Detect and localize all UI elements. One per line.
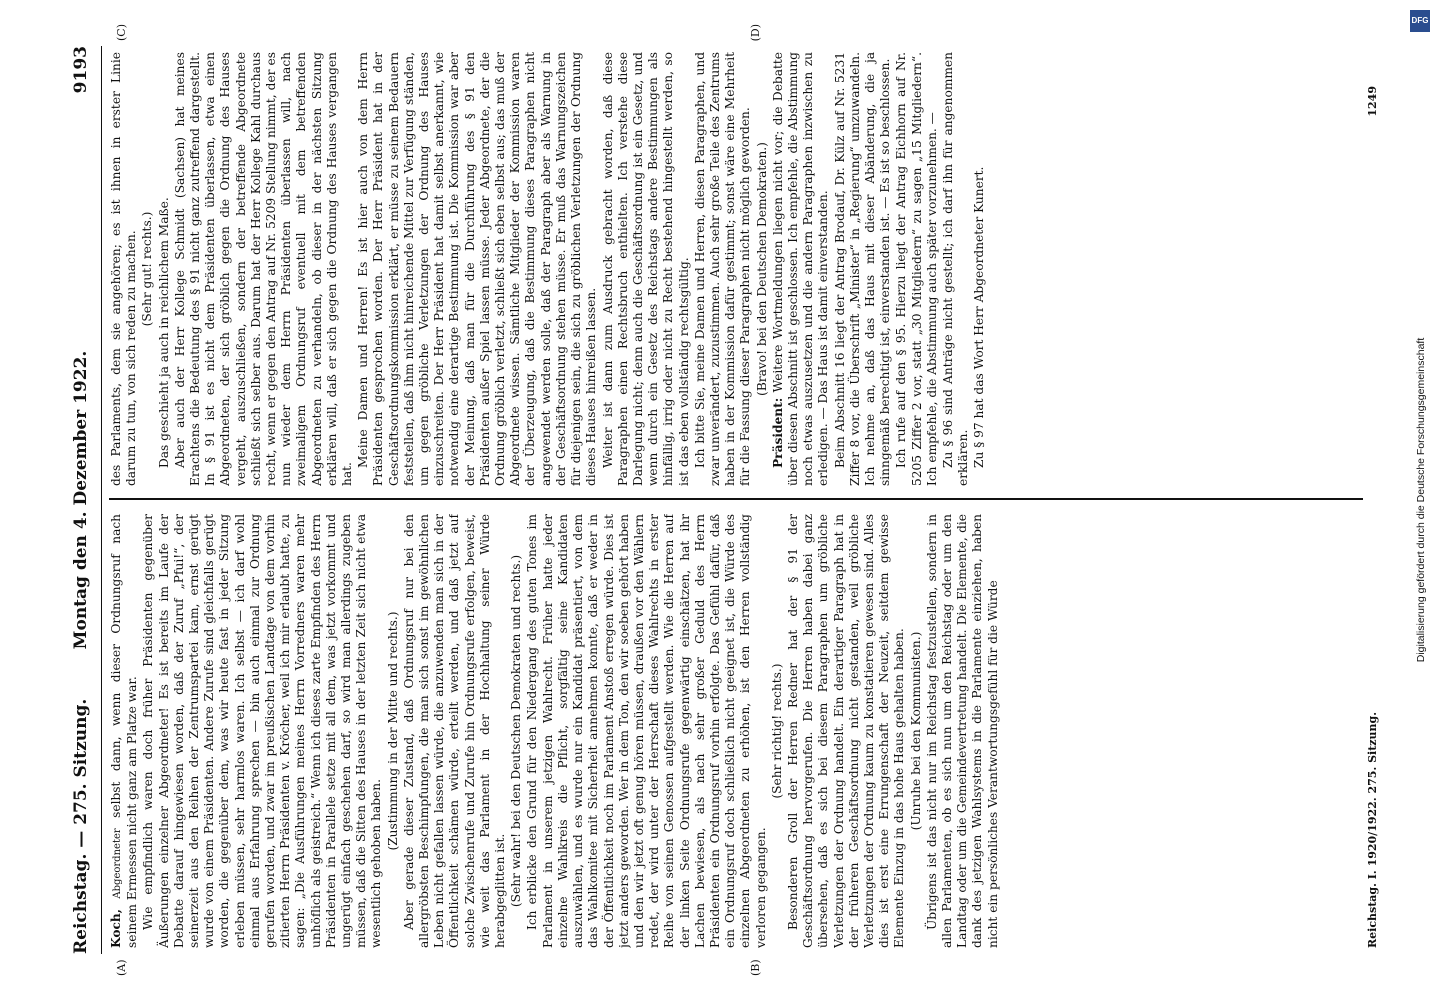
footer-left: Reichstag. I. 1920/1922. 275. Sitzung. [1366, 711, 1379, 948]
left-para-2: Aber gerade dieser Zustand, daß Ordnungsruf nur bei den allergröbsten Beschimpfungen, die man sich sonst im gewöhnlichen Leben nicht gefallen lassen würde, die anzuwenden man sich in der Öffentlichkeit schämen würde, erteilt werden, und daß jetzt auf solche Zwischenrufe und Zurufe hin Ordnungsrufe erfolgen, beweist, wie weit das Parlament in der Hochhaltung seiner Würde herabgeglitten ist. [401, 514, 508, 948]
right-interjection-1: (Sehr gut! rechts.) [140, 211, 155, 327]
header-left: Reichstag. — 275. Sitzung. [71, 698, 91, 954]
right-para-5: Ich bitte Sie, meine Damen und Herren, diesen Paragraphen, und zwar unverändert, zuzustimmen. Auch sehr große Teile des Zentrums haben in der Kommission dafür gestimmt; sonst wäre eine Mehrheit für die Fassung dieser Paragraphen nicht möglich geworden. [692, 52, 753, 486]
left-para-0-text: selbst dann, wenn dieser Ordnungsruf nach seinem Ermessen nicht ganz am Platze war. [109, 514, 140, 948]
margin-mark-c: (C) [115, 24, 128, 41]
header-date: Montag den 4. Dezember 1922. [71, 350, 91, 650]
left-interjection-1: (Zustimmung in der Mitte und rechts.) [385, 611, 400, 851]
left-para-0 [109, 514, 140, 948]
left-interjection-3: (Sehr richtig! rechts.) [769, 663, 784, 799]
right-para-7: Beim Abschnitt 16 liegt der Antrag Brodauf, Dr. Külz auf Nr. 5231 Ziffer 8 vor, die Überschrift „Minister“ in „Regierung“ umzuwandeln. Ich nehme an, daß das Haus mit dieser Abänderung, die ja sinngemäß berechtigt ist, einverstanden ist. — Es ist so beschlossen. [832, 52, 893, 486]
text-columns [109, 24, 1379, 976]
left-column [109, 514, 1363, 948]
right-para-2: Aber auch der Herr Kollege Schmidt (Sachsen) hat meines Erachtens die Bedeutung des § 91 nicht ganz zutreffend dargestellt. In § 91 ist es nicht dem Präsidenten überlassen, etwa einen Abgeordneten, der sich gröblich gegen die Ordnung des Hauses vergeht, auszuschließen, sondern der betreffende Abgeordnete schließt sich selber aus. Darum hat der Herr Kollege Kahl durchaus recht, wenn er gegen den Antrag auf Nr. 5209 Stellung nimmt, der es nun wieder dem Herrn Präsidenten überlassen will, nach zweimaligem Ordnungsruf eventuell mit dem betreffenden Abgeordneten zu verhandeln, ob dieser in der nächsten Sitzung erklären will, daß er sich gegen die Ordnung des Hauses vergangen hat. [172, 52, 355, 486]
right-para-9: Zu § 96 sind Anträge nicht gestellt; ich darf ihn für angenommen erklären. [940, 52, 971, 486]
page-header [65, 46, 102, 954]
rotated-newspaper-page [47, 20, 1387, 980]
margin-mark-b: (B) [749, 959, 762, 976]
right-interjection-2: (Bravo! bei den Deutschen Demokraten.) [754, 142, 769, 396]
right-para-8: Ich rufe auf den § 95. Hierzu liegt der Antrag Eichhorn auf Nr. 5205 Ziffer 2 vor, statt „30 Mitgliedern“ zu sagen „15 Mitgliedern“. Ich empfehle, die Abstimmung auch später vorzunehmen. — [894, 52, 939, 486]
left-interjection-4: (Unruhe bei den Kommunisten.) [908, 631, 923, 831]
right-para-6-text: Weitere Wortmeldungen liegen nicht vor; die Debatte über diesen Abschnitt ist geschlossen. Ich empfehle, die Abstimmung noch etwas auszusetzen und die andern Paragraphen inzwischen zu erledigen. — Das Haus ist damit einverstanden. [770, 52, 831, 486]
right-para-0: des Parlaments, dem sie angehören; es ist ihnen in erster Linie darum zu tun, von sich reden zu machen. [109, 52, 139, 486]
page-number: 9193 [71, 46, 91, 94]
right-column [109, 52, 1363, 486]
margin-mark-a: (A) [115, 959, 128, 976]
president-label: Präsident: [770, 397, 785, 468]
right-para-4: Weiter ist dann zum Ausdruck gebracht worden, daß diese Paragraphen einen Rechtsbruch enthielten. Ich verstehe diese Darlegung nicht; denn auch die Geschäftsordnung ist ein Gesetz, und wenn durch ein Gesetz des Reichstags andere Bestimmungen als hinfällig, irrig oder nicht zu Recht bestehend hingestellt werden, so ist das eben vollständig rechtsgültig. [600, 52, 691, 486]
right-para-6 [771, 52, 832, 486]
footer-sheet-number: 1249 [1366, 86, 1379, 117]
left-para-1: Wie empfindlich waren doch früher Präsidenten gegenüber Äußerungen einzelner Abgeordneter! Es ist bereits im Laufe der Debatte darauf hingewiesen worden, daß der Zuruf „Pfui!“, der seinerzeit aus den Reihen der Zentrumspartei kam, ernst gerügt wurde von einem Präsidenten. Andere Zurufe sind gleichfalls gerügt worden, die gegenüber dem, was wir heute fast in jeder Sitzung erleben müssen, sehr harmlos waren. Ich selbst — ich darf wohl einmal aus Erfahrung sprechen — bin auch einmal zur Ordnung gerufen worden, und zwar im preußischen Landtage von dem vorhin zitierten Herrn Präsidenten v. Kröcher, weil ich mir erlaubt hatte, zu sagen: „Die Ausführungen meines Herrn Vorredners waren mehr unhöflich als geistreich.“ Wenn ich dieses zarte Empfinden des Herrn Präsidenten in Parallele setze mit all dem, was jetzt vorkommt und ungerügt einfach geschehen darf, so wird man allerdings zugeben müssen, daß die Sitten des Hauses in der letzten Zeit sich nicht etwa wesentlich gehoben haben. [141, 514, 384, 948]
right-para-1: Das geschieht ja auch in reichlichem Maße. [156, 197, 171, 468]
left-interjection-2: (Sehr wahr! bei den Deutschen Demokraten und rechts.) [509, 554, 524, 908]
left-para-3: Ich erblicke den Grund für den Niedergang des guten Tones im Parlament in unserem jetzigen Wahlrecht. Früher hatte jeder einzelne Wahlkreis die Pflicht, sorgfältig seine Kandidaten auszuwählen, und es wurde nur ein Kandidat präsentiert, von dem das Wahlkomitee mit Sicherheit annehmen konnte, daß er weder in der Öffentlichkeit noch im Parlament Anstoß erregen würde. Dies ist jetzt anders geworden. Wer in dem Ton, den wir soeben gehört haben und den wir jetzt oft genug hören müssen, draußen vor den Wählern redet, der wird unter der Herrschaft dieses Wahlrechts in erster Reihe von seinen Genossen aufgestellt werden. Wie die Herren auf der linken Seite Ordnungsrufe gegenwärtig einschätzen, hat ihr Lachen bewiesen, als nach sehr großer Geduld des Herrn Präsidenten ein Ordnungsruf vorhin erfolgte. Das Gefühl dafür, daß ein Ordnungsruf doch schließlich nicht geeignet ist, die Würde des einzelnen Abgeordneten zu erhöhen, ist den Herren vollständig verloren gegangen. [525, 514, 768, 948]
speaker-tag: Abgeordneter [112, 828, 123, 899]
right-para-10: Zu § 97 hat das Wort Herr Abgeordneter Kunert. [972, 166, 987, 468]
left-para-4: Besonderen Groll der Herren Redner hat der § 91 der Geschäftsordnung hervorgerufen. Die Herren haben dabei ganz übersehen, daß es sich bei diesem Paragraphen um gröbliche Verletzungen der Ordnung handelt. Ein derartiger Paragraph hat in der früheren Geschäftsordnung nicht gestanden, weil gröbliche Verletzungen der Ordnung kaum zu konstatieren gewesen sind. Alles dies ist erst eine Errungenschaft der Neuzeit, seitdem gewisse Elemente Einzug in das hohe Haus gehalten haben. [785, 514, 907, 948]
left-para-5: Übrigens ist das nicht nur im Reichstag festzustellen, sondern in allen Parlamenten, ob es sich nun um den Reichstag oder um den Landtag oder um die Gemeindevertretung handelt. Die Elemente, die dank des jetzigen Wahlsystems in die Parlamente einziehen, haben nicht ein persönliches Verantwortungsgefühl für die Würde [924, 514, 1000, 948]
digitization-credit: Digitalisierung gefördert durch die Deutsche Forschungsgemeinschaft [1415, 337, 1427, 663]
margin-mark-d: (D) [749, 24, 762, 42]
dfg-logo: DFG [1410, 10, 1430, 32]
speaker-name: Koch, [109, 909, 123, 948]
digitization-side-strip [1410, 4, 1432, 996]
column-divider [109, 499, 1363, 501]
right-para-3: Meine Damen und Herren! Es ist hier auch von dem Herrn Präsidenten gesprochen worden. Der Herr Präsident hat in der Geschäftsordnungskommission erklärt, er müsse zu seinem Bedauern feststellen, daß ihm nicht hinreichende Mittel zur Verfügung ständen, um gegen gröbliche Verletzungen der Ordnung des Hauses einzuschreiten. Der Herr Präsident hat damit selbst anerkannt, wie notwendig eine derartige Bestimmung ist. Die Kommission war aber der Meinung, daß man für die Durchführung des § 91 den Präsidenten außer Spiel lassen müsse. Jeder Abgeordnete, der die Ordnung gröblich verletzt, schließt sich eben selbst aus; das muß der Abgeordnete wissen. Sämtliche Mitglieder der Kommission waren der Überzeugung, daß die Bestimmung dieses Paragraphen nicht angewendet werden solle, daß der Paragraph aber als Warnung in der Geschäftsordnung stehen müsse. Er muß das Warnungszeichen für diejenigen sein, die sich zu gröblichen Verletzungen der Ordnung dieses Hauses hinreißen lassen. [356, 52, 599, 486]
